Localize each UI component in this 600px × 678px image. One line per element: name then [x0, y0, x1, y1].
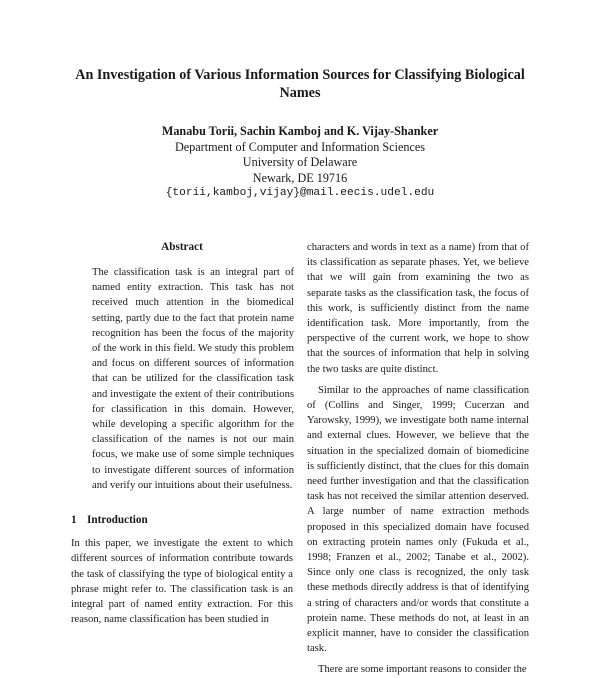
section-heading-introduction	[71, 513, 293, 528]
right-paragraph-3: There are some important reasons to consider the	[318, 664, 527, 676]
section-number: 1	[71, 514, 77, 527]
author-block	[60, 124, 540, 202]
right-column	[307, 240, 529, 678]
right-paragraph-1: characters and words in text as a name) from that of its classification as separate phases. Yet, we believe that we will gain from examining the two as separate tasks as the classification task, the focus of this work, is sufficiently distinct from the name identification task. More importantly, from the perspective of the current work, we hope to show that the sources of information that help in solving the two tasks are quite distinct.	[307, 242, 529, 375]
right-paragraph-2: Similar to the approaches of name classification of (Collins and Singer, 1999; Cucerzan and Yarowsky, 1999), we investigate both name internal and external clues. However, we believe that the situation in the specialized domain of biomedicine is sufficiently distinct, that the clues for this domain need further investigation and that the classification task has not received the similar attention deserved. A large number of name extraction methods proposed in this specialized domain have focused on extracting protein names only (Fukuda et al., 1998; Franzen et al., 2002; Tanabe et al., 2002). Since only one class is recognized, the only task these methods directly address is that of identifying a string of characters and/or words that constitute a protein name. These methods do not, at least in an explicit manner, have to consider the classification task.	[307, 384, 529, 655]
author-names: Manabu Torii, Sachin Kamboj and K. Vijay-Shanker	[161, 124, 439, 138]
abstract-text: The classification task is an integral part of named entity extraction. This task has not received much attention in the biomedical setting, partly due to the fact that protein name recognition has been the focus of the majority of the work in this field. We study this problem and focus on different sources of information that can be utilized for the classification task and investigate the extent of their contributions for classification in this domain. However, while developing a specific algorithm for the classification of the names is not our main focus, we make use of some simple techniques to investigate different sources of information and verify our intuitions about their usefulness.	[92, 267, 294, 491]
abstract-heading: Abstract	[161, 241, 203, 253]
left-column	[71, 240, 293, 627]
department: Department of Computer and Information Sciences	[174, 139, 426, 154]
location: Newark, DE 19716	[252, 170, 348, 185]
university: University of Delaware	[242, 155, 358, 169]
section-title: Introduction	[87, 514, 148, 527]
author-email: {torii,kamboj,vijay}@mail.eecis.udel.edu	[165, 187, 435, 199]
paper-title: An Investigation of Various Information Sources for Classifying Biological Names	[75, 67, 525, 101]
intro-paragraph: In this paper, we investigate the extent to which different sources of information contribute towards the task of classifying the type of biological entity a phrase might refer to. The classification task is an integral part of named entity extraction. For this reason, name classification has been studied in	[71, 538, 293, 626]
